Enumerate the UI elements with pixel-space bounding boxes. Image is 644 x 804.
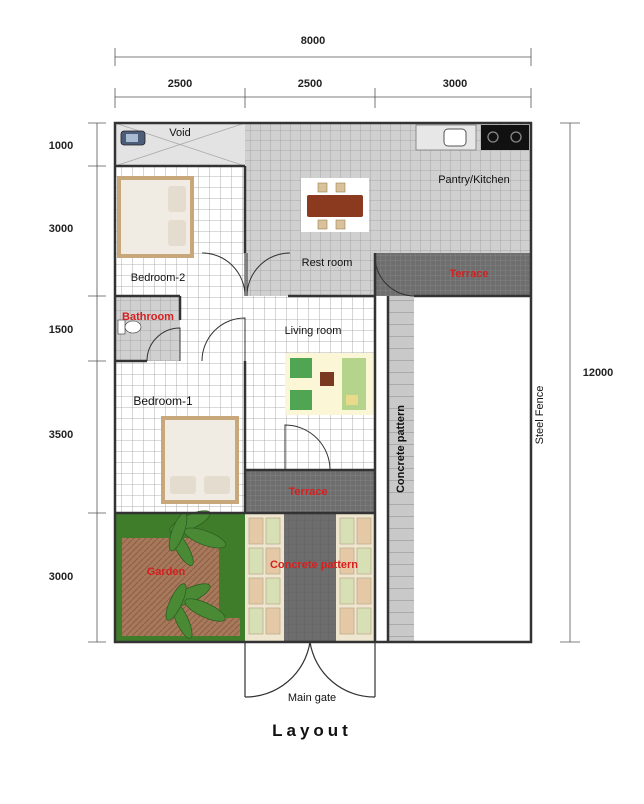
label-bathroom: Bathroom bbox=[122, 311, 174, 323]
label-steel-fence: Steel Fence bbox=[534, 385, 546, 445]
dim-left-5: 3000 bbox=[48, 571, 74, 583]
dim-top-1: 2500 bbox=[167, 78, 193, 90]
label-bedroom-1: Bedroom-1 bbox=[133, 394, 193, 408]
label-living-room: Living room bbox=[284, 325, 342, 337]
dim-total-height: 12000 bbox=[582, 367, 614, 379]
dimension-right bbox=[560, 123, 580, 642]
dimension-left bbox=[88, 123, 106, 642]
label-terrace-lower: Terrace bbox=[288, 486, 328, 498]
layout-caption: Layout bbox=[272, 721, 352, 740]
label-pantry-kitchen: Pantry/Kitchen bbox=[438, 174, 510, 186]
dim-top-2: 2500 bbox=[297, 78, 323, 90]
dim-left-3: 1500 bbox=[48, 324, 74, 336]
car-icon bbox=[121, 131, 145, 145]
bed-icon-2 bbox=[117, 176, 194, 258]
main-gate bbox=[245, 642, 375, 697]
bed-icon-1 bbox=[161, 416, 239, 504]
label-garden: Garden bbox=[146, 566, 186, 578]
front-path bbox=[284, 513, 336, 642]
label-bedroom-2: Bedroom-2 bbox=[130, 272, 186, 284]
yard-open bbox=[414, 296, 531, 642]
label-concrete-pattern-vertical: Concrete pattern bbox=[395, 404, 407, 494]
dim-left-4: 3500 bbox=[48, 429, 74, 441]
sink-icon bbox=[416, 125, 476, 150]
dim-top-3: 3000 bbox=[442, 78, 468, 90]
label-concrete-pattern-front: Concrete pattern bbox=[269, 559, 359, 571]
label-void: Void bbox=[169, 127, 191, 139]
dim-left-2: 3000 bbox=[48, 223, 74, 235]
label-terrace-upper: Terrace bbox=[449, 268, 489, 280]
dim-total-width: 8000 bbox=[300, 35, 326, 47]
dim-left-1: 1000 bbox=[48, 140, 74, 152]
stove-icon bbox=[481, 125, 529, 150]
label-rest-room: Rest room bbox=[301, 257, 353, 269]
sofa-set-icon bbox=[285, 353, 374, 415]
label-main-gate: Main gate bbox=[287, 692, 337, 704]
dining-table-icon bbox=[301, 178, 369, 232]
